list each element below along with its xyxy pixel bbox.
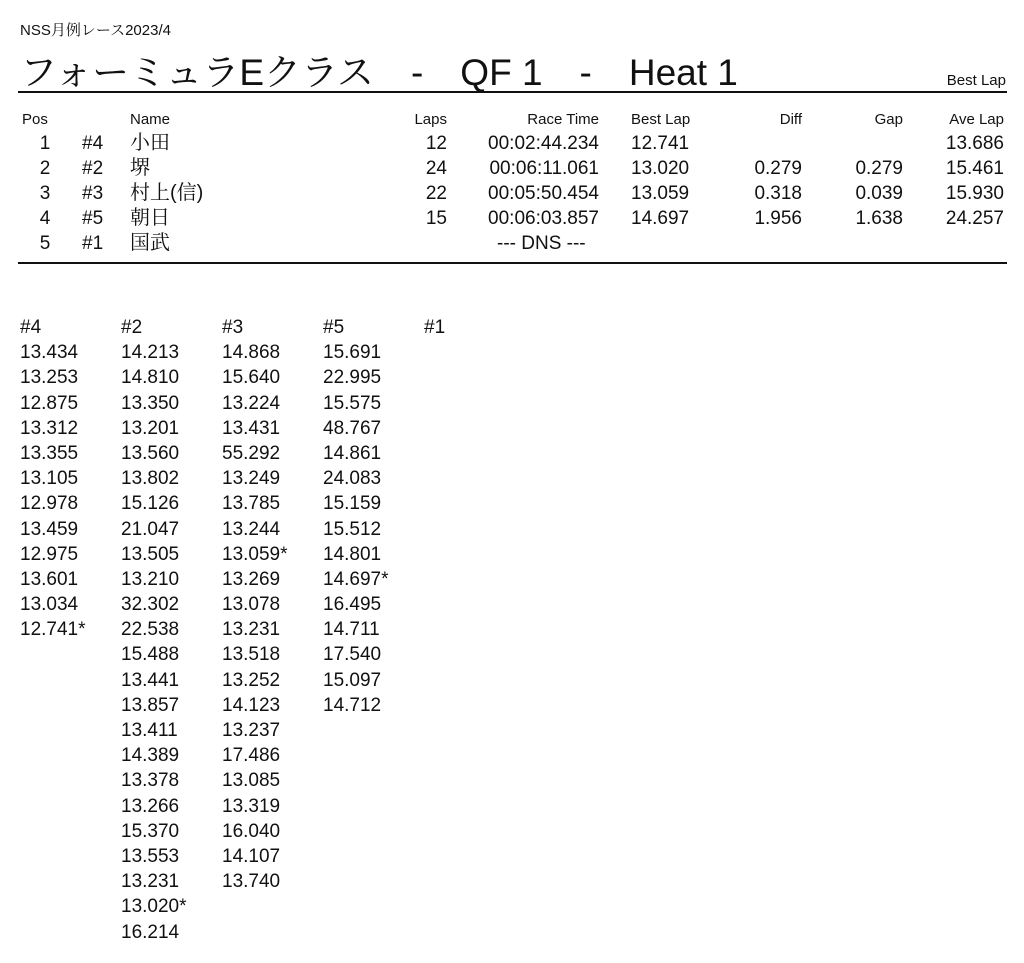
lap-time: 13.252	[222, 669, 281, 691]
page-title: フォーミュラEクラス - QF 1 - Heat 1	[20, 52, 738, 93]
lap-time: 14.389	[121, 745, 180, 767]
lap-time: 13.231	[121, 871, 180, 893]
lap-time: 15.640	[222, 367, 281, 389]
lap-time: 14.861	[323, 442, 382, 464]
lap-time: 13.319	[222, 795, 281, 817]
col-ave-lap-header: Ave Lap	[949, 111, 1004, 128]
result-race-time: 00:06:03.857	[488, 208, 599, 229]
lap-time: 13.253	[20, 367, 79, 389]
lap-time: 22.995	[323, 367, 382, 389]
result-car-number: #5	[82, 208, 104, 229]
lap-time: 13.601	[20, 568, 79, 590]
lap-time: 16.214	[121, 921, 180, 943]
result-race-time: 00:02:44.234	[488, 133, 599, 154]
result-best-lap: 14.697	[631, 208, 690, 229]
results-header-row	[0, 111, 1024, 131]
result-gap: 0.279	[855, 158, 903, 179]
lap-time: 24.083	[323, 468, 382, 490]
lap-time: 13.059*	[222, 543, 288, 565]
lap-column	[121, 315, 221, 945]
lap-time: 32.302	[121, 594, 180, 616]
lap-time: 14.711	[323, 619, 380, 641]
result-driver-name: 朝日	[130, 207, 170, 229]
col-race-time-header: Race Time	[527, 111, 599, 128]
lap-time: 13.085	[222, 770, 281, 792]
lap-time: 13.266	[121, 795, 180, 817]
result-row	[0, 231, 1024, 256]
lap-time: 13.020*	[121, 896, 187, 918]
lap-time: 15.512	[323, 518, 382, 540]
lap-time: 15.159	[323, 493, 382, 515]
lap-column-car-number: #5	[323, 317, 345, 338]
lap-time: 13.553	[121, 845, 180, 867]
result-row	[0, 156, 1024, 181]
lap-time: 13.378	[121, 770, 180, 792]
lap-time: 13.560	[121, 442, 180, 464]
lap-time: 13.078	[222, 594, 281, 616]
lap-time: 13.231	[222, 619, 281, 641]
lap-time: 13.785	[222, 493, 281, 515]
lap-time: 21.047	[121, 518, 180, 540]
lap-time: 13.210	[121, 568, 180, 590]
lap-time: 13.350	[121, 392, 180, 414]
result-laps: 15	[425, 208, 447, 229]
lap-time: 14.801	[323, 543, 382, 565]
lap-time: 13.249	[222, 468, 281, 490]
result-ave-lap: 15.461	[945, 158, 1004, 179]
lap-time: 17.486	[222, 745, 281, 767]
result-row	[0, 206, 1024, 231]
result-diff: 0.279	[754, 158, 802, 179]
lap-column	[222, 315, 322, 894]
result-laps: 12	[425, 133, 447, 154]
lap-time: 14.213	[121, 342, 180, 364]
lap-time: 13.355	[20, 442, 79, 464]
lap-time: 13.312	[20, 417, 79, 439]
result-gap: 1.638	[855, 208, 903, 229]
lap-time: 48.767	[323, 417, 382, 439]
lap-time: 55.292	[222, 442, 281, 464]
result-best-lap: 13.059	[631, 183, 690, 204]
lap-time: 15.575	[323, 392, 382, 414]
lap-time: 12.875	[20, 392, 79, 414]
result-pos: 2	[39, 158, 51, 179]
lap-time: 13.505	[121, 543, 180, 565]
result-driver-name: 国武	[130, 232, 170, 254]
lap-column-car-number: #2	[121, 317, 143, 338]
result-laps: 22	[425, 183, 447, 204]
result-pos: 1	[39, 133, 51, 154]
result-pos: 5	[39, 233, 51, 254]
lap-time: 14.868	[222, 342, 281, 364]
page-subtitle: NSS月例レース2023/4	[20, 22, 171, 39]
result-best-lap: 13.020	[631, 158, 690, 179]
result-driver-name: 村上(信)	[130, 182, 204, 204]
lap-column-car-number: #1	[424, 317, 446, 338]
lap-time: 16.040	[222, 820, 281, 842]
lap-time: 13.459	[20, 518, 79, 540]
lap-column-car-number: #3	[222, 317, 244, 338]
lap-time: 13.411	[121, 720, 178, 741]
lap-time: 12.741*	[20, 619, 86, 641]
lap-time: 13.857	[121, 694, 180, 716]
lap-time: 15.126	[121, 493, 180, 515]
lap-time: 13.237	[222, 720, 281, 741]
lap-time: 14.697*	[323, 568, 389, 590]
lap-time: 14.107	[222, 845, 281, 867]
result-car-number: #4	[82, 133, 104, 154]
lap-time: 13.201	[121, 417, 180, 439]
lap-time: 17.540	[323, 644, 382, 666]
lap-column	[424, 315, 524, 340]
result-laps: 24	[425, 158, 447, 179]
result-dns-status: --- DNS ---	[497, 233, 586, 254]
lap-time: 15.370	[121, 820, 180, 842]
lap-column	[323, 315, 423, 718]
result-best-lap: 12.741	[631, 133, 690, 154]
result-pos: 3	[39, 183, 51, 204]
result-ave-lap: 13.686	[945, 133, 1004, 154]
top-divider	[18, 91, 1007, 93]
bottom-divider	[18, 262, 1007, 264]
col-best-lap-header: Best Lap	[631, 111, 691, 128]
lap-time: 22.538	[121, 619, 180, 641]
result-row	[0, 131, 1024, 156]
lap-time: 13.740	[222, 871, 281, 893]
lap-column-car-number: #4	[20, 317, 42, 338]
lap-time: 13.244	[222, 518, 281, 540]
col-pos-header: Pos	[22, 111, 48, 128]
result-row	[0, 181, 1024, 206]
lap-time: 15.488	[121, 644, 180, 666]
col-name-header: Name	[130, 111, 171, 128]
lap-time: 15.691	[323, 342, 382, 364]
result-ave-lap: 15.930	[945, 183, 1004, 204]
result-gap: 0.039	[855, 183, 903, 204]
result-driver-name: 堺	[130, 157, 150, 179]
col-gap-header: Gap	[874, 111, 903, 128]
lap-time: 13.269	[222, 568, 281, 590]
lap-time: 16.495	[323, 594, 382, 616]
lap-column	[20, 315, 120, 642]
lap-time: 13.441	[121, 669, 180, 691]
result-ave-lap: 24.257	[945, 208, 1004, 229]
lap-time: 14.810	[121, 367, 180, 389]
lap-time: 13.105	[20, 468, 79, 490]
lap-time: 12.978	[20, 493, 79, 515]
result-race-time: 00:06:11.061	[489, 158, 599, 179]
best-lap-tag: Best Lap	[946, 72, 1006, 89]
lap-time: 14.712	[323, 694, 382, 716]
lap-time: 12.975	[20, 543, 79, 565]
result-driver-name: 小田	[130, 132, 170, 154]
result-diff: 1.956	[754, 208, 802, 229]
result-diff: 0.318	[754, 183, 802, 204]
lap-time: 13.431	[222, 417, 281, 439]
lap-time: 13.518	[222, 644, 281, 666]
col-laps-header: Laps	[414, 111, 447, 128]
lap-time: 13.224	[222, 392, 281, 414]
result-car-number: #3	[82, 183, 104, 204]
col-diff-header: Diff	[779, 111, 802, 128]
lap-time: 13.034	[20, 594, 79, 616]
result-car-number: #2	[82, 158, 104, 179]
lap-time: 13.434	[20, 342, 79, 364]
result-race-time: 00:05:50.454	[488, 183, 599, 204]
lap-time: 13.802	[121, 468, 180, 490]
results-table	[0, 111, 1024, 256]
result-car-number: #1	[82, 233, 104, 254]
result-pos: 4	[39, 208, 51, 229]
lap-time: 14.123	[222, 694, 281, 716]
lap-time: 15.097	[323, 669, 382, 691]
